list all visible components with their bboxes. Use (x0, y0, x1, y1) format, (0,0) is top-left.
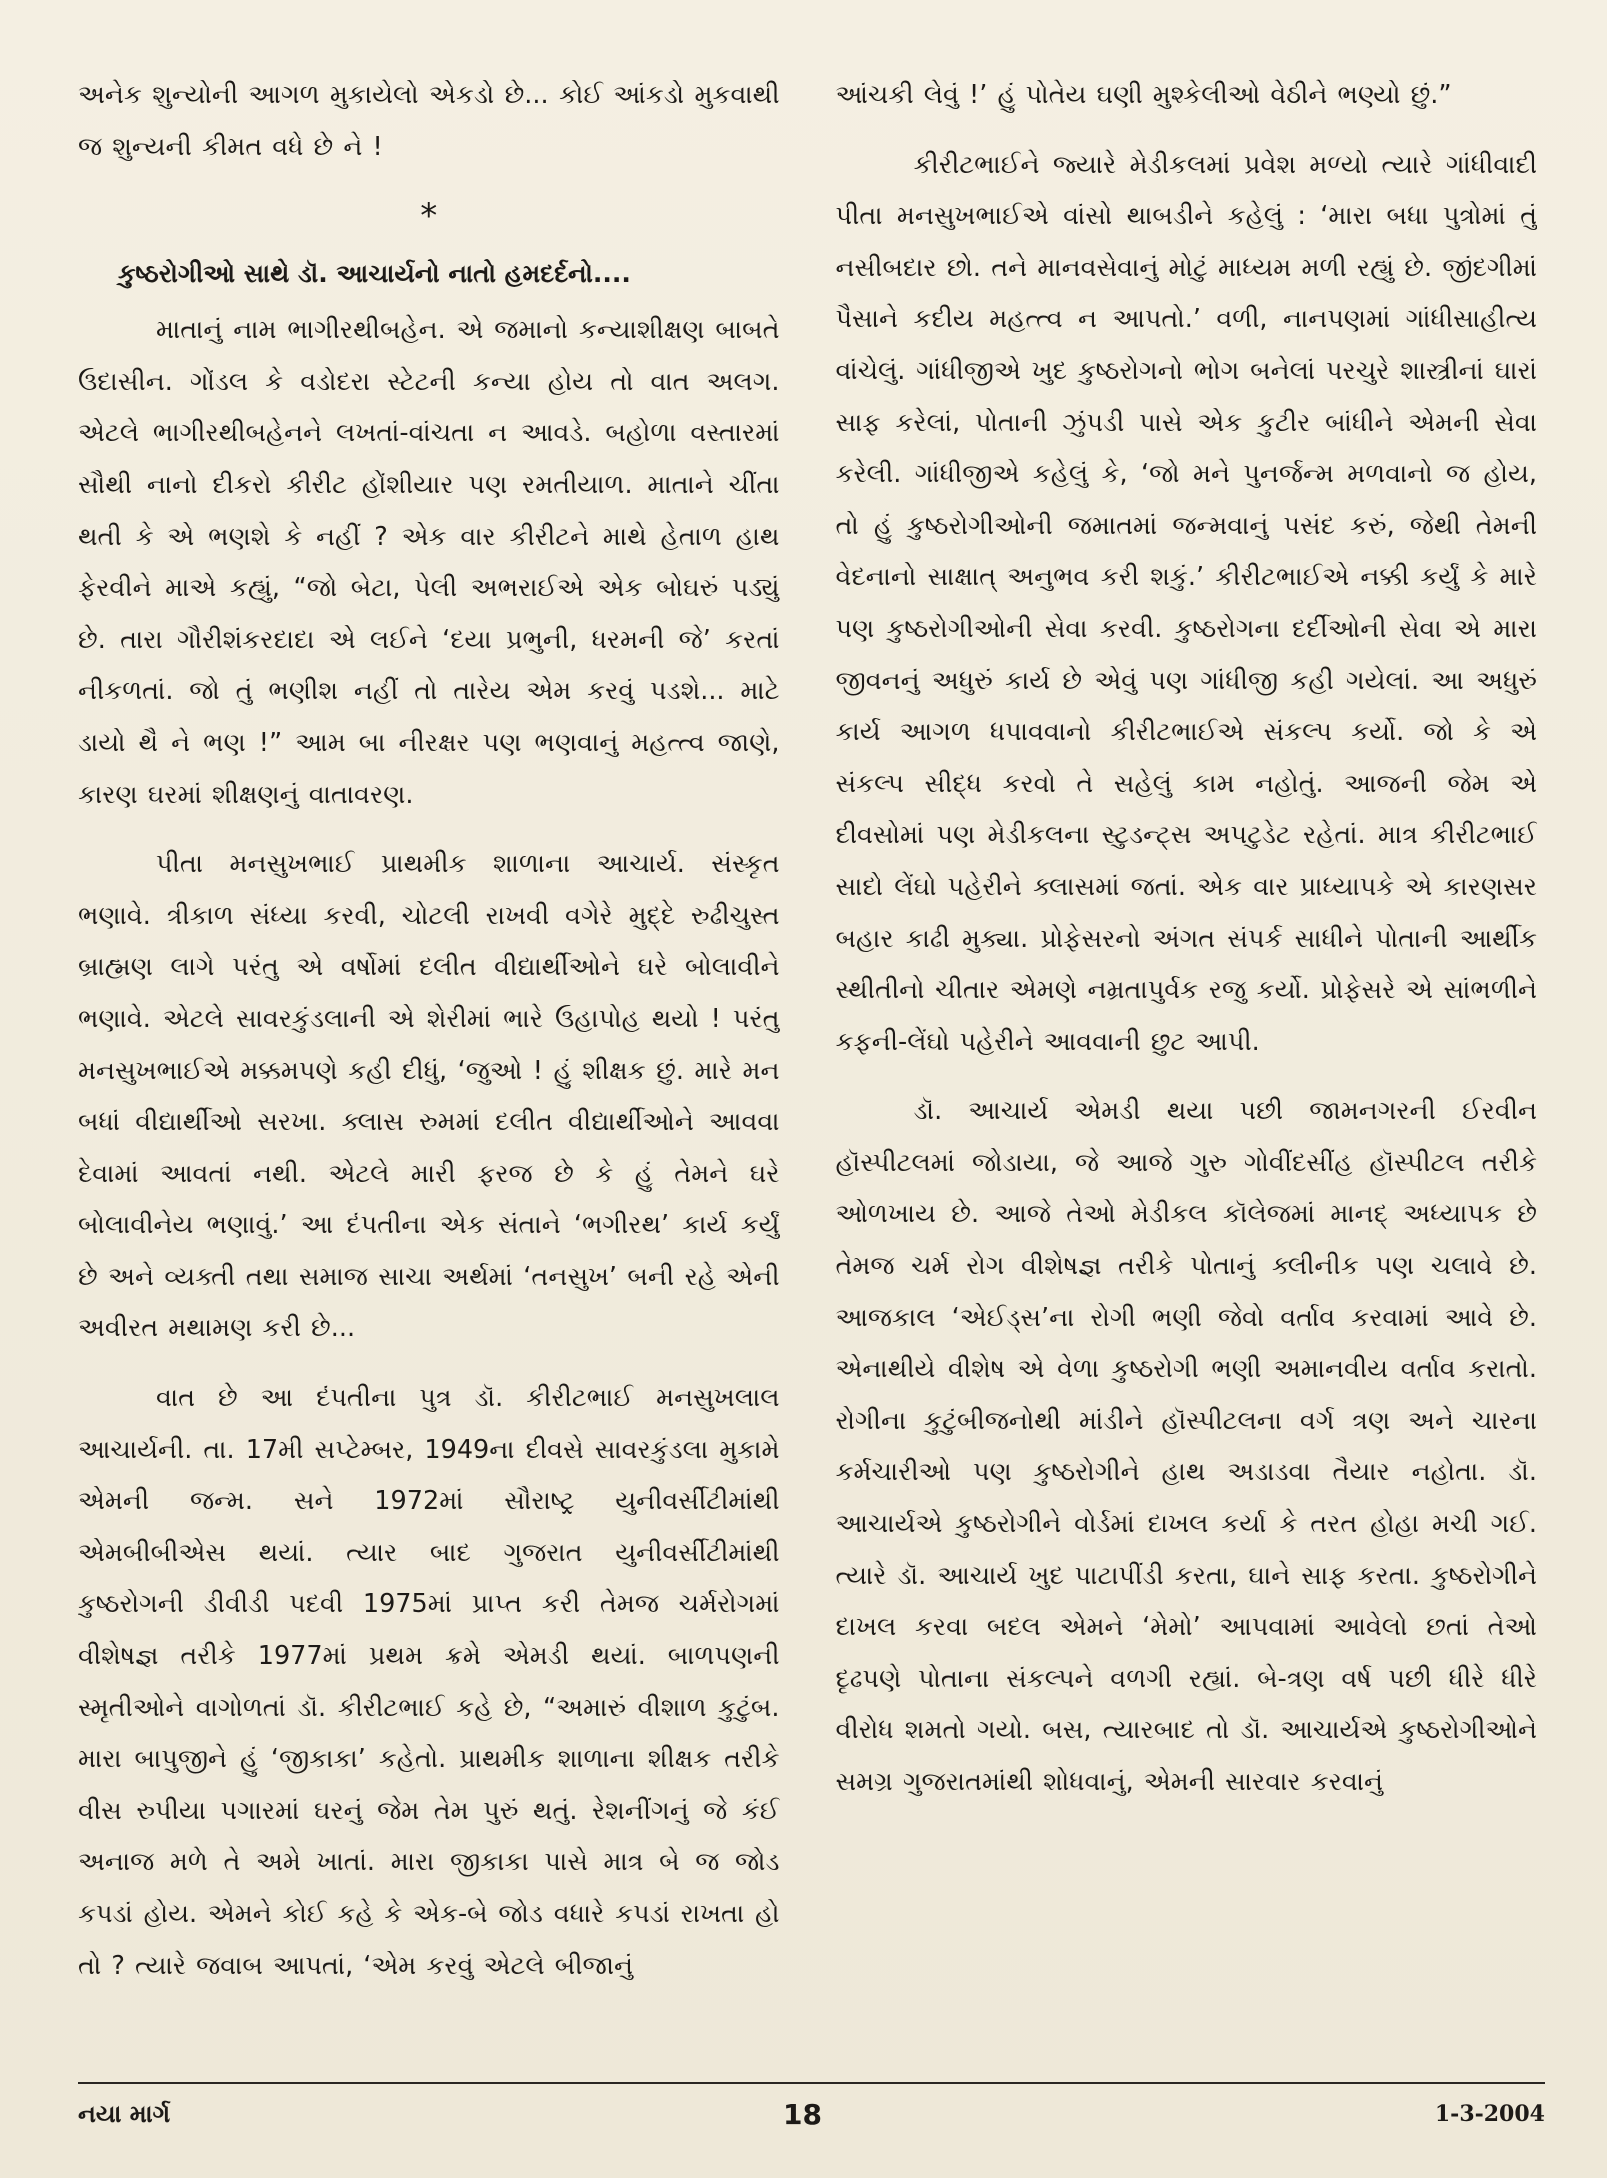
magazine-name: નયા માર્ગ (78, 2100, 171, 2128)
paragraph: માતાનું નામ ભાગીરથીબહેન. એ જમાનો કન્યાશીક્ષણ બાબતે ઉદાસીન. ગોંડલ કે વડોદરા સ્ટેટની કન્યા હોય તો વાત અલગ. એટલે ભાગીરથીબહેનને લખતાં-વાંચતા ન આવડે. બહોળા વસ્તારમાં સૌથી નાનો દીકરો કીરીટ હોંશીયાર પણ રમતીયાળ. માતાને ચીંતા થતી કે એ ભણશે કે નહીં ? એક વાર કીરીટને માથે હેતાળ હાથ ફેરવીને માએ કહ્યું, “જો બેટા, પેલી અભરાઈએ એક બોઘરું પડ્યું છે. તારા ગૌરીશંકરદાદા એ લઈને ‘દયા પ્રભુની, ધરમની જે’ કરતાં નીકળતાં. જો તું ભણીશ નહીં તો તારેય એમ કરવું પડશે... માટે ડાયો થૈ ને ભણ !” આમ બા નીરક્ષર પણ ભણવાનું મહત્ત્વ જાણે, કારણ ઘરમાં શીક્ષણનું વાતાવરણ. (78, 315, 780, 810)
page-number: 18 (783, 2097, 822, 2131)
paragraph: આંચકી લેવું !’ હું પોતેય ઘણી મુશ્કેલીઓ વેઠીને ભણ્યો છું.” (835, 80, 1452, 110)
article-columns (78, 70, 1537, 2080)
paragraph: ડૉ. આચાર્ય એમડી થયા પછી જામનગરની ઈરવીન હૉસ્પીટલમાં જોડાયા, જે આજે ગુરુ ગોવીંદસીંહ હૉસ્પીટલ તરીકે ઓળખાય છે. આજે તેઓ મેડીકલ કૉલેજમાં માનદ્ અધ્યાપક છે તેમજ ચર્મ રોગ વીશેષજ્ઞ તરીકે પોતાનું ક્લીનીક પણ ચલાવે છે. આજકાલ ‘એઈડ્સ’ના રોગી ભણી જેવો વર્તાવ કરવામાં આવે છે. એનાથીયે વીશેષ એ વેળા કુષ્ઠરોગી ભણી અમાનવીય વર્તાવ કરાતો. રોગીના કુટુંબીજનોથી માંડીને હૉસ્પીટલના વર્ગ ત્રણ અને ચારના કર્મચારીઓ પણ કુષ્ઠરોગીને હાથ અડાડવા તૈયાર નહોતા. ડૉ. આચાર્યએ કુષ્ઠરોગીને વોર્ડમાં દાખલ કર્યા કે તરત હોહા મચી ગઈ. ત્યારે ડૉ. આચાર્ય ખુદ પાટાપીંડી કરતા, ઘાને સાફ કરતા. કુષ્ઠરોગીને દાખલ કરવા બદલ એમને ‘મેમો’ આપવામાં આવેલો છતાં તેઓ દૃઢપણે પોતાના સંકલ્પને વળગી રહ્યાં. બે-ત્રણ વર્ષ પછી ધીરે ધીરે વીરોધ શમતો ગયો. બસ, ત્યારબાદ તો ડૉ. આચાર્યએ કુષ્ઠરોગીઓને સમગ્ર ગુજરાતમાંથી શોધવાનું, એમની સારવાર કરવાનું (835, 1096, 1537, 1797)
right-column (836, 70, 1538, 2080)
footer-divider (78, 2082, 1545, 2084)
paragraph: કીરીટભાઈને જ્યારે મેડીકલમાં પ્રવેશ મળ્યો ત્યારે ગાંધીવાદી પીતા મનસુખભાઈએ વાંસો થાબડીને કહેલું : ‘મારા બધા પુત્રોમાં તું નસીબદાર છો. તને માનવસેવાનું મોટું માધ્યમ મળી રહ્યું છે. જીંદગીમાં પૈસાને કદીય મહત્ત્વ ન આપતો.’ વળી, નાનપણમાં ગાંધીસાહીત્ય વાંચેલું. ગાંધીજીએ ખુદ કુષ્ઠરોગનો ભોગ બનેલાં પરચુરે શાસ્ત્રીનાં ઘારાં સાફ કરેલાં, પોતાની ઝુંપડી પાસે એક કુટીર બાંધીને એમની સેવા કરેલી. ગાંધીજીએ કહેલું કે, ‘જો મને પુનર્જન્મ મળવાનો જ હોય, તો હું કુષ્ઠરોગીઓની જમાતમાં જન્મવાનું પસંદ કરું, જેથી તેમની વેદનાનો સાક્ષાત્ અનુભવ કરી શકું.’ કીરીટભાઈએ નક્કી કર્યું કે મારે પણ કુષ્ઠરોગીઓની સેવા કરવી. કુષ્ઠરોગના દર્દીઓની સેવા એ મારા જીવનનું અધુરું કાર્ય છે એવું પણ ગાંધીજી કહી ગયેલાં. આ અધુરું કાર્ય આગળ ધપાવવાનો કીરીટભાઈએ સંકલ્પ કર્યો. જો કે એ સંકલ્પ સીદ્ધ કરવો તે સહેલું કામ નહોતું. આજની જેમ એ દીવસોમાં પણ મેડીકલના સ્ટુડન્ટ્સ અપટુડેટ રહેતાં. માત્ર કીરીટભાઈ સાદો લેંઘો પહેરીને ક્લાસમાં જતાં. એક વાર પ્રાધ્યાપકે એ કારણસર બહાર કાઢી મુક્યા. પ્રોફેસરનો અંગત સંપર્ક સાધીને પોતાની આર્થીક સ્થીતીનો ચીતાર એમણે નમ્રતાપુર્વક રજુ કર્યો. પ્રોફેસરે એ સાંભળીને કફની-લેંઘો પહેરીને આવવાની છુટ આપી. (835, 149, 1537, 1057)
page-footer (78, 2094, 1545, 2134)
paragraph: અનેક શુન્યોની આગળ મુકાયેલો એકડો છે... કોઈ આંકડો મુકવાથી જ શુન્યની કીમત વધે છે ને ! (78, 80, 780, 162)
section-heading: કુષ્ઠરોગીઓ સાથે ડૉ. આચાર્યનો નાતો હમદર્દનો.... (118, 259, 631, 289)
paragraph: પીતા મનસુખભાઈ પ્રાથમીક શાળાના આચાર્ય. સંસ્કૃત ભણાવે. ત્રીકાળ સંધ્યા કરવી, ચોટલી રાખવી વગેરે મુદ્દે રુઢીચુસ્ત બ્રાહ્મણ લાગે પરંતુ એ વર્ષોમાં દલીત વીદ્યાર્થીઓને ઘરે બોલાવીને ભણાવે. એટલે સાવરકુંડલાની એ શેરીમાં ભારે ઉહાપોહ થયો ! પરંતુ મનસુખભાઈએ મક્કમપણે કહી દીધું, ‘જુઓ ! હું શીક્ષક છું. મારે મન બધાં વીદ્યાર્થીઓ સરખા. ક્લાસ રુમમાં દલીત વીદ્યાર્થીઓને આવવા દેવામાં આવતાં નથી. એટલે મારી ફરજ છે કે હું તેમને ઘરે બોલાવીનેય ભણાવું.’ આ દંપતીના એક સંતાને ‘ભગીરથ’ કાર્ય કર્યું છે અને વ્યક્તી તથા સમાજ સાચા અર્થમાં ‘તનસુખ’ બની રહે એની અવીરત મથામણ કરી છે... (78, 849, 780, 1344)
paragraph: વાત છે આ દંપતીના પુત્ર ડૉ. કીરીટભાઈ મનસુખલાલ આચાર્યની. તા. 17મી સપ્ટેમ્બર, 1949ના દીવસે સાવરકુંડલા મુકામે એમની જન્મ. સને 1972માં સૌરાષ્ટ્ર યુનીવર્સીટીમાંથી એમબીબીએસ થયાં. ત્યાર બાદ ગુજરાત યુનીવર્સીટીમાંથી કુષ્ઠરોગની ડીવીડી પદવી 1975માં પ્રાપ્ત કરી તેમજ ચર્મરોગમાં વીશેષજ્ઞ તરીકે 1977માં પ્રથમ ક્રમે એમડી થયાં. બાળપણની સ્મૃતીઓને વાગોળતાં ડૉ. કીરીટભાઈ કહે છે, “અમારું વીશાળ કુટુંબ. મારા બાપુજીને હું ‘જીકાકા’ કહેતો. પ્રાથમીક શાળાના શીક્ષક તરીકે વીસ રુપીયા પગારમાં ઘરનું જેમ તેમ પુરું થતું. રેશનીંગનું જે કંઈ અનાજ મળે તે અમે ખાતાં. મારા જીકાકા પાસે માત્ર બે જ જોડ કપડાં હોય. એમને કોઈ કહે કે એક-બે જોડ વધારે કપડાં રાખતા હો તો ? ત્યારે જવાબ આપતાં, ‘એમ કરવું એટલે બીજાનું (78, 1383, 780, 1981)
issue-date: 1-3-2004 (1434, 2101, 1545, 2127)
section-separator: * (420, 196, 438, 237)
left-column (78, 70, 780, 2080)
